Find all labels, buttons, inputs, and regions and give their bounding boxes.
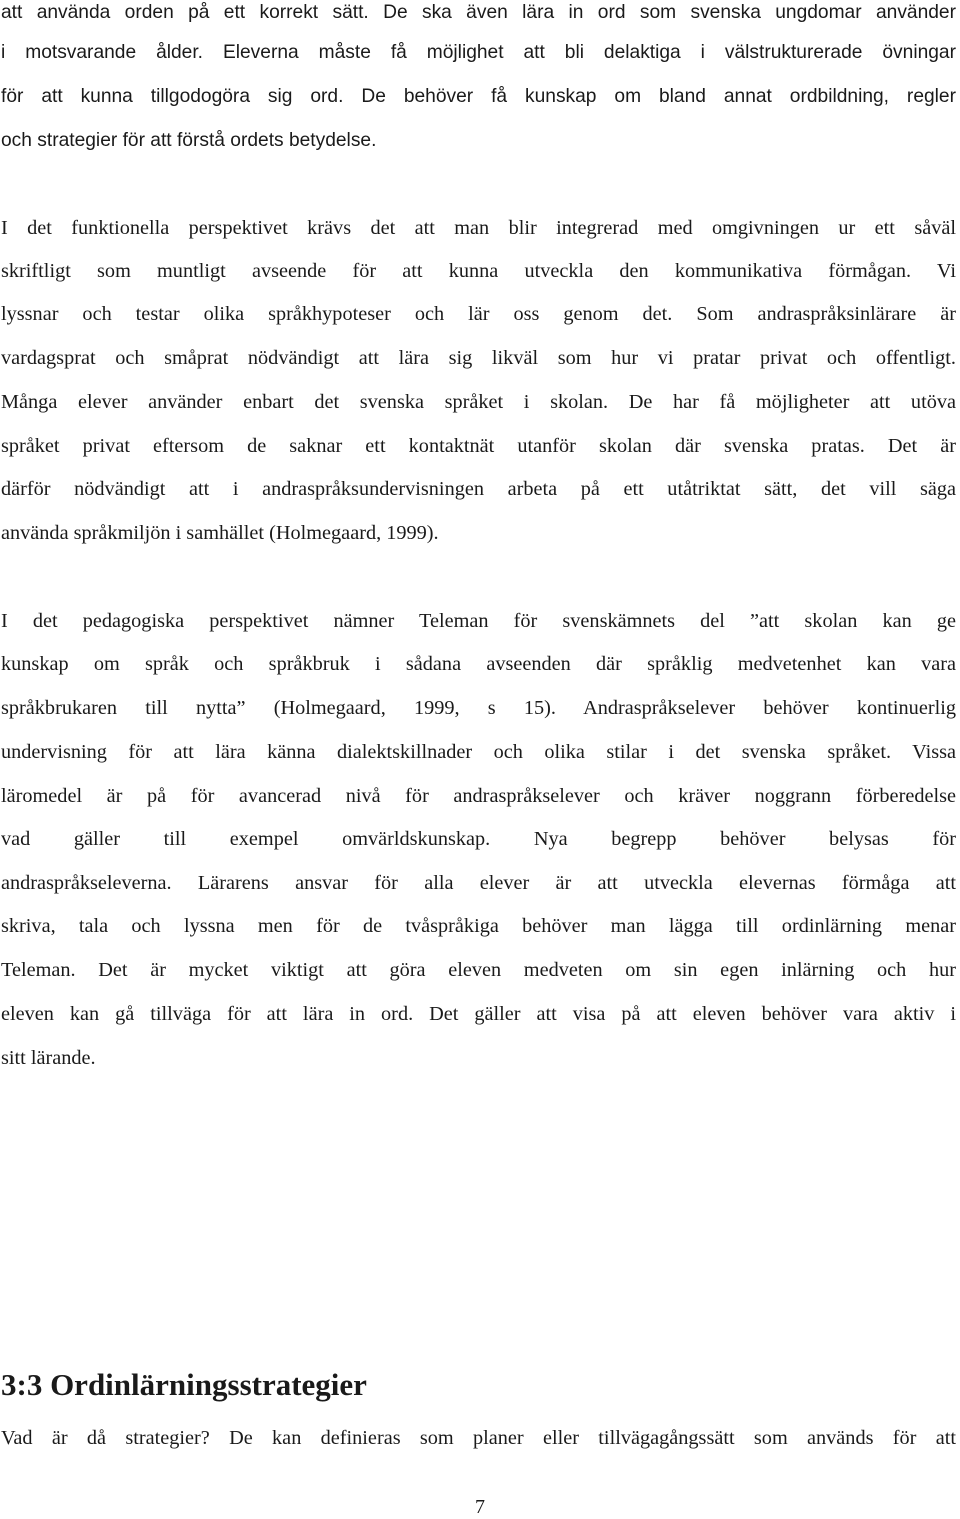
page-number: 7 (475, 1496, 485, 1518)
paragraph-2-line-2: skriftligt som muntligt avseende för att kunna utveckla den kommunikativa förmågan. Vi (1, 260, 956, 282)
paragraph-3-line-11: sitt lärande. (1, 1047, 96, 1069)
paragraph-3-line-3: språkbrukaren till nytta” (Holmegaard, 1999, s 15). Andraspråkselever behöver kontinuerlig (1, 697, 956, 719)
paragraph-2-line-5: Många elever använder enbart det svenska språket i skolan. De har få möjligheter att utöva (1, 391, 956, 413)
paragraph-3-line-4: undervisning för att lära känna dialektskillnader och olika stilar i det svenska språket. Vissa (1, 741, 956, 763)
paragraph-3-line-2: kunskap om språk och språkbruk i sådana avseenden där språklig medvetenhet kan vara (1, 653, 956, 675)
paragraph-3-line-9: Teleman. Det är mycket viktigt att göra eleven medveten om sin egen inlärning och hur (1, 959, 956, 981)
paragraph-4-line-1: Vad är då strategier? De kan definieras som planer eller tillvägagångssätt som används för att (1, 1427, 956, 1449)
paragraph-2-line-1: I det funktionella perspektivet krävs det att man blir integrerad med omgivningen ur ett såväl (1, 217, 956, 239)
paragraph-3-line-10: eleven kan gå tillväga för att lära in ord. Det gäller att visa på att eleven behöver vara aktiv i (1, 1003, 956, 1025)
paragraph-3-line-5: läromedel är på för avancerad nivå för andraspråkselever och kräver noggrann förberedelse (1, 785, 956, 807)
section-heading: 3:3 Ordinlärningsstrategier (1, 1367, 367, 1402)
paragraph-1-line-2: i motsvarande ålder. Eleverna måste få möjlighet att bli delaktiga i välstrukturerade övningar (1, 42, 956, 63)
paragraph-2-line-8: använda språkmiljön i samhället (Holmegaard, 1999). (1, 522, 439, 544)
paragraph-1-line-1: att använda orden på ett korrekt sätt. De ska även lära in ord som svenska ungdomar använder (1, 2, 956, 23)
paragraph-2-line-4: vardagsprat och småprat nödvändigt att lära sig likväl som hur vi pratar privat och offentligt. (1, 347, 956, 369)
paragraph-3-line-6: vad gäller till exempel omvärldskunskap. Nya begrepp behöver belysas för (1, 828, 956, 850)
paragraph-3-line-8: skriva, tala och lyssna men för de tvåspråkiga behöver man lägga till ordinlärning menar (1, 915, 956, 937)
paragraph-2-line-3: lyssnar och testar olika språkhypoteser och lär oss genom det. Som andraspråksinlärare är (1, 303, 956, 325)
paragraph-2-line-6: språket privat eftersom de saknar ett kontaktnät utanför skolan där svenska pratas. Det är (1, 435, 956, 457)
paragraph-3-line-1: I det pedagogiska perspektivet nämner Teleman för svenskämnets del ”att skolan kan ge (1, 610, 956, 632)
paragraph-1-line-3: för att kunna tillgodogöra sig ord. De behöver få kunskap om bland annat ordbildning, regler (1, 86, 956, 107)
paragraph-2-line-7: därför nödvändigt att i andraspråksundervisningen arbeta på ett utåtriktat sätt, det vill säga (1, 478, 956, 500)
paragraph-3-line-7: andraspråkseleverna. Lärarens ansvar för alla elever är att utveckla elevernas förmåga att (1, 872, 956, 894)
paragraph-1-line-4: och strategier för att förstå ordets betydelse. (1, 130, 377, 151)
